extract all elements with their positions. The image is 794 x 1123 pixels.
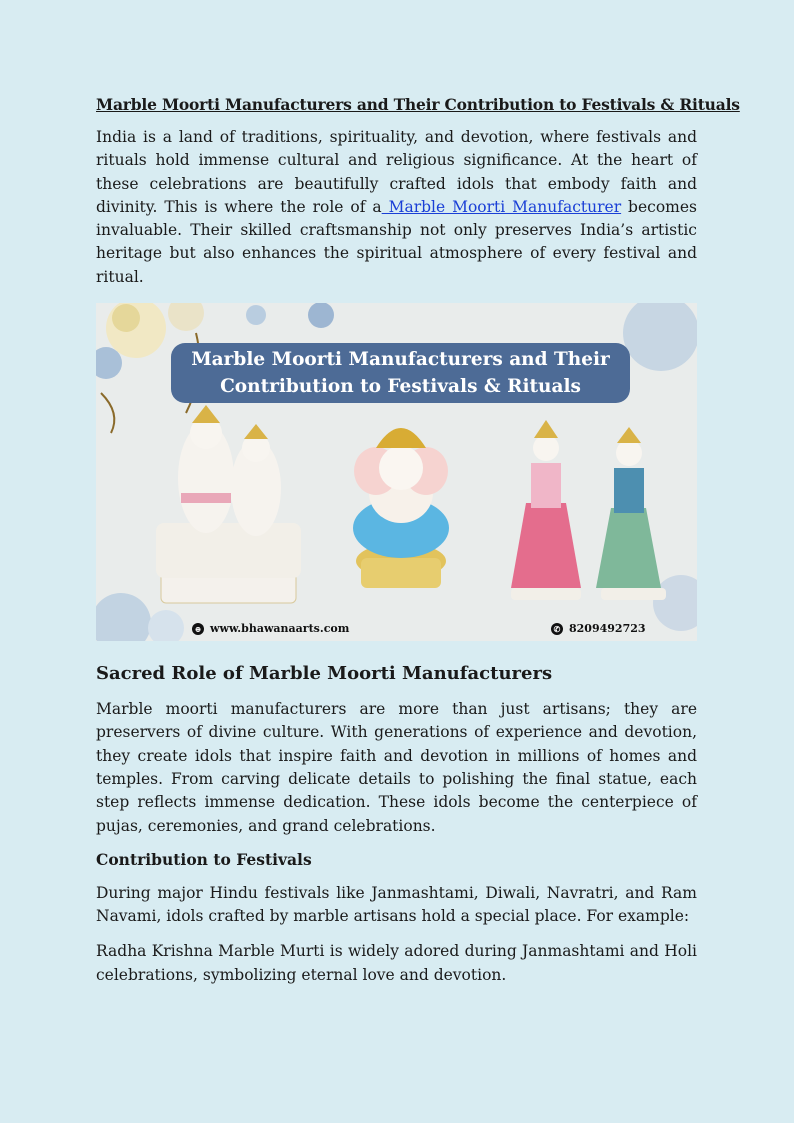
banner-title-line2: Contribution to Festivals & Rituals (220, 376, 581, 398)
banner-website-text: www.bhawanaarts.com (210, 622, 350, 636)
radha-krishna-idol-image (511, 420, 666, 600)
section-heading-festivals: Contribution to Festivals (96, 849, 312, 869)
banner-title-line1: Marble Moorti Manufacturers and Their (191, 349, 610, 371)
intro-text-start: India is a land of traditions, spirituality, and devotion, where festivals and rituals hold immense cultural and religious significance. At the heart of these celebrations are beautifully crafted idols that embody faith and divinity. This is where the role of a (96, 128, 697, 216)
globe-icon: ⊕ (192, 623, 204, 635)
banner-phone-text: 8209492723 (569, 622, 646, 636)
banner-website (192, 622, 349, 635)
intro-text-end: becomes invaluable. Their skilled craftsmanship not only preserves India’s artistic heritage but also enhances the spiritual atmosphere of every festival and ritual. (96, 197, 697, 286)
ganesha-idol-image (353, 428, 449, 588)
banner-title (171, 343, 630, 403)
sacred-role-paragraph: Marble moorti manufacturers are more than just artisans; they are preservers of divine culture. With generations of experience and devotion, they create idols that inspire faith and devotion in millions of homes and temples. From carving delicate details to polishing the final statue, each step reflects immense dedication. These idols become the centerpiece of pujas, ceremonies, and grand celebrations. (96, 700, 697, 835)
marble-moorti-manufacturer-link[interactable]: Marble Moorti Manufacturer (381, 197, 622, 216)
phone-icon: ✆ (551, 623, 563, 635)
intro-paragraph (96, 126, 697, 289)
festivals-paragraph: During major Hindu festivals like Janmashtami, Diwali, Navratri, and Ram Navami, idols crafted by marble artisans hold a special place. For example: (96, 883, 697, 926)
banner-phone (551, 622, 646, 635)
ram-sita-idol-image (156, 405, 301, 603)
section-heading-sacred-role: Sacred Role of Marble Moorti Manufacturers (96, 663, 553, 685)
document-title: Marble Moorti Manufacturers and Their Contribution to Festivals & Rituals (96, 95, 740, 114)
radha-krishna-paragraph: Radha Krishna Marble Murti is widely adored during Janmashtami and Holi celebrations, symbolizing eternal love and devotion. (96, 942, 697, 984)
document-page (96, 95, 740, 999)
article-banner-image (96, 303, 697, 641)
